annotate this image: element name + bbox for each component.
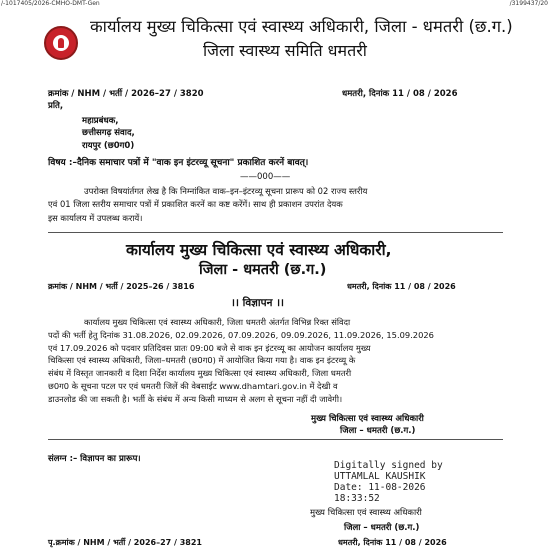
top-reference-right: /3199437/20	[509, 0, 548, 7]
advertisement-signatory-place: जिला – धमतरी (छ.ग.)	[340, 426, 416, 436]
advertisement-place-date: धमतरी, दिनांक 11 / 08 / 2026	[347, 282, 456, 291]
digital-signature-line: 18:33:52	[334, 493, 380, 504]
footer-signatory-title: मुख्य चिकित्सा एवं स्वास्थ्य अधिकारी	[310, 508, 422, 518]
advertisement-body-line: पदों की भर्ती हेतु दिनांक 31.08.2026, 02.09.2026, 07.09.2026, 09.09.2026, 11.09.2026, 15.09.2026	[48, 329, 434, 340]
advertisement-body-line: संबंध में विस्तृत जानकारी व दिशा निर्देश कार्यालय मुख्य चिकित्सा एवं स्वास्थ्य अधिकारी, जिला धमतरी	[48, 368, 352, 379]
letter-subject: विषय :–दैनिक समाचार पत्रों में "वाक इन इंटरव्यू सूचना" प्रकाशित करनें बावत्।	[48, 158, 309, 168]
addressee-line: रायपुर (छ0ग0)	[82, 141, 135, 151]
footer-signatory-place: जिला – धमतरी (छ.ग.)	[344, 523, 420, 533]
letter-body-line: इस कार्यालय में उपलब्ध करायें।	[48, 212, 143, 223]
separator: ——000——	[240, 172, 291, 182]
letter-body-line: उपरोक्त विषयांर्तगत लेख है कि निम्नांकित वाक–इन–इंटरव्यू सूचना प्रारूप को 02 राज्य स्तरीय	[84, 186, 368, 196]
advertisement-signatory-title: मुख्य चिकित्सा एवं स्वास्थ्य अधिकारी	[311, 414, 424, 424]
advertisement-title: कार्यालय मुख्य चिकित्सा एवं स्वास्थ्य अधिकारी,	[126, 241, 392, 259]
letterhead-title: कार्यालय मुख्य चिकित्सा एवं स्वास्थ्य अधिकारी, जिला - धमतरी (छ.ग.)	[90, 17, 513, 36]
letter-body	[48, 185, 503, 225]
advertisement-heading: ।। विज्ञापन ।।	[231, 297, 285, 309]
letterhead-subtitle: जिला स्वास्थ्य समिति धमतरी	[203, 41, 367, 60]
advertisement-subtitle: जिला - धमतरी (छ.ग.)	[199, 262, 327, 278]
advertisement-reference-number: क्रमांक / NHM / भर्ती / 2025–26 / 3816	[48, 282, 195, 291]
addressee-line: महाप्रबंधक,	[82, 116, 119, 126]
advertisement-body-line: एवं 17.09.2026 को पदवार प्रतिदिवस प्रातः 09:00 बजे से वाक इन इंटरव्यू का आयोजन कार्यालय मुख्य	[48, 342, 371, 353]
digital-signature-line: UTTAMLAL KAUSHIK	[334, 471, 426, 482]
advertisement-body-line: चिकित्सा एवं स्वास्थ्य अधिकारी, जिला–धमतरी (छ0ग0) में आयोजित किया गया है। वाक इन इंटरव्यू के	[48, 355, 356, 366]
digital-signature-line: Date: 11-08-2026	[334, 482, 426, 493]
letter-reference-number: क्रमांक / NHM / भर्ती / 2026–27 / 3820	[48, 89, 204, 99]
endorsement-reference-number: पृ.क्रमांक / NHM / भर्ती / 2026–27 / 3821	[48, 538, 202, 547]
advertisement-body-line: कार्यालय मुख्य चिकित्सा एवं स्वास्थ्य अधिकारी, जिला धमतरी अंतर्गत विभिन्न रिक्त संविदा	[84, 317, 351, 327]
advertisement-body-line: डाउनलोड की जा सकती है। भर्ती के संबंध में अन्य किसी माध्यम से अलग से सूचना नहीं दी जावेगी।	[48, 393, 343, 404]
letter-body-line: एवं 01 जिला स्तरीय समाचार पत्रों में प्रकाशित करनें का कष्ट करेंगें। साथ ही प्रकाशन उपरांत देयक	[48, 199, 343, 210]
advertisement-top-border	[48, 232, 503, 233]
enclosure-note: संलग्न :– विज्ञापन का प्रारूप।	[48, 454, 141, 464]
digital-signature-line: Digitally signed by	[334, 460, 443, 471]
advertisement-body-line: छ0ग0 के सूचना पटल पर एवं धमतरी जिलें की वेबसाईट www.dhamtari.gov.in में देखी व	[48, 380, 338, 391]
advertisement-body	[48, 316, 503, 406]
advertisement-bottom-border	[48, 439, 503, 440]
letter-prati: प्रति,	[48, 101, 64, 111]
endorsement-place-date: धमतरी, दिनांक 11 / 08 / 2026	[338, 538, 447, 547]
letter-place-date: धमतरी, दिनांक 11 / 08 / 2026	[342, 89, 458, 99]
digital-signature	[334, 460, 443, 504]
top-reference-left: /-1017405/2026-CMHO-DMT-Gen	[1, 0, 100, 7]
health-department-emblem-icon	[44, 26, 78, 60]
addressee-line: छत्तीसगढ़ संवाद,	[82, 128, 135, 138]
